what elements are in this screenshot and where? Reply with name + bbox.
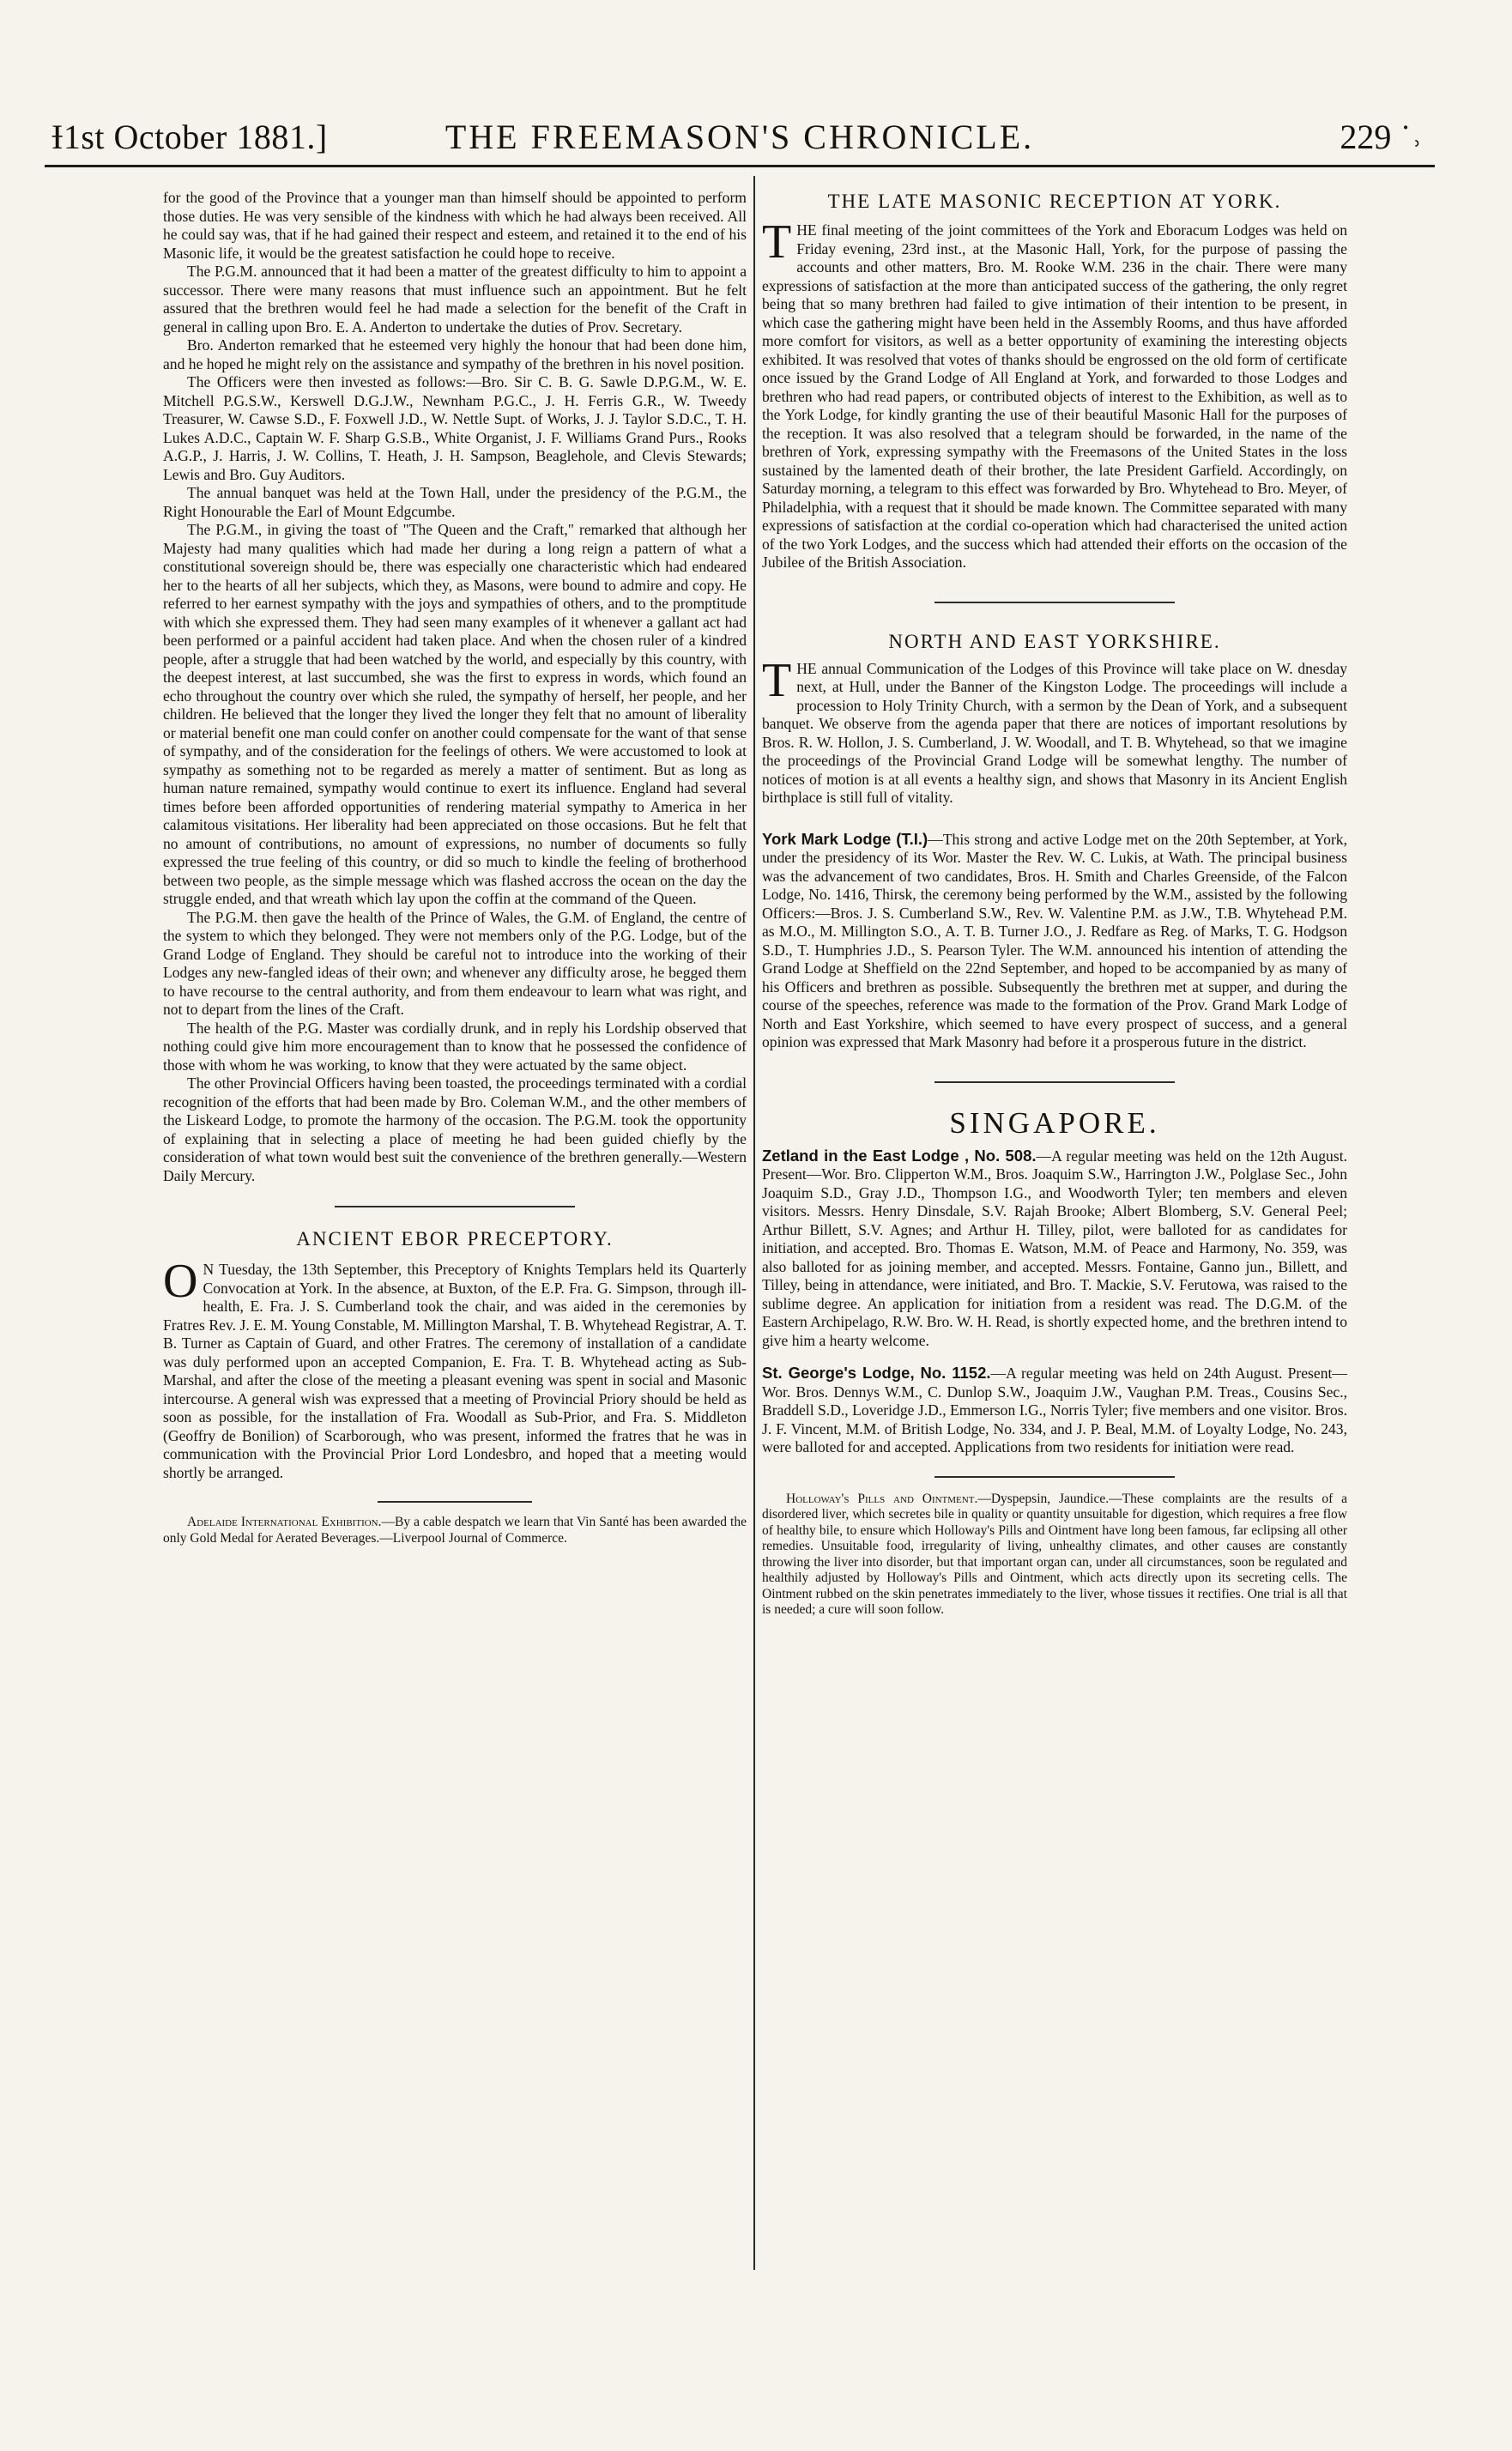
section-rule xyxy=(934,602,1175,603)
province-paragraph-9: The other Provincial Officers having been toasted, the proceedings terminated with a cordial recognition of the efforts that had been made by Bro. Coleman W.M., and the other members of the Liskeard Lodge, to promote the harmony of the occasion. The P.G.M. took the opportunity of explaining that in selecting a place of meeting he had been guided chiefly by the consideration of what town would best suit the convenience of the brethren generally.—Western Daily Mercury. xyxy=(163,1074,747,1184)
york-mark-lodge-report xyxy=(762,830,1347,1052)
province-paragraph-6: The P.G.M., in giving the toast of "The Queen and the Craft," remarked that although her Majesty had many qualities which had made her during a long reign a pattern of what a constitutional sovereign should be, there was especially one characteristic which had endeared her to the hearts of all her subjects, which they, as Masons, were bound to admire and copy. He referred to her earnest sympathy with the joys and sympathies of others, and to the promptitude with which she expressed them. They had seen many examples of it whenever a gallant act had been performed or a painful accident had taken place. And when the chosen ruler of a kindred people, after a struggle that had been watched by the world, and especially by this country, with the deepest interest, at last succumbed, she was the first to express in words, which found an echo throughout the country over which she ruled, the sympathy of herself, her people, and her children. He believed that the longer they lived the longer they felt that no amount of liberality or material benefit one man could confer on another could compensate for the want of that sense of sympathy, and of the consideration for the feelings of others. We were accustomed to look at sympathy as something not to be regarded as merely a matter of sentiment. But as long as human nature remained, sympathy would continue to exert its influence. England had several times before been afforded opportunities of rendering material sympathy to America in her calamitous visitations. Her liberality had been appreciated on those occasions. But he felt that no amount of contributions, no amount of expressions, no number of documents so fully expressed the true feeling of this country, or did so much to kindle the feeling of brotherhood between two people, as the simple message which was flashed accross the ocean on the day the struggle ended, and that wreath which lay upon the coffin at the command of the Queen. xyxy=(163,521,747,907)
column-divider xyxy=(753,176,755,2270)
section-rule xyxy=(934,1081,1175,1083)
province-paragraph-8: The health of the P.G. Master was cordially drunk, and in reply his Lordship observed that nothing could give him more encouragement than to know that he possessed the confidence of those with whom he was working, to know that they were actuated by the same object. xyxy=(163,1019,747,1074)
ebor-heading: ANCIENT EBOR PRECEPTORY. xyxy=(296,1228,614,1250)
zetland-lodge-report xyxy=(762,1147,1347,1351)
right-column xyxy=(762,189,1347,1619)
page-number: 229 ˙˒ xyxy=(1340,118,1423,156)
york-heading: THE LATE MASONIC RECEPTION AT YORK. xyxy=(827,191,1282,212)
adelaide-lead: Adelaide International Exhibition. xyxy=(187,1515,382,1529)
north-east-yorkshire-heading: NORTH AND EAST YORKSHIRE. xyxy=(888,630,1221,652)
singapore-heading: SINGAPORE. xyxy=(949,1105,1160,1140)
zetland-lodge-lead: Zetland in the East Lodge , No. 508. xyxy=(762,1146,1037,1165)
holloway-text: —Dyspepsin, Jaundice.—These complaints are the results of a disordered liver, which secretes bile in quality or quantity unsuitable for digestion, which requires a free flow of healthy bile, to ensure which Holloway's Pills and Ointment have long been famous, far eclipsing all other remedies. Unsuitable food, irregularity of living, unhealthy climates, and other causes are constantly throwing the liver into disorder, but that important organ can, under all circumstances, soon be regulated and healthily adjusted by Holloway's Pills and Ointment, which acts directly upon its secreting cells. The Ointment rubbed on the skin penetrates immediately to the liver, whose tissues it rectifies. One trial is all that is needed; a cure will soon follow. xyxy=(762,1491,1347,1617)
adelaide-text: —By a cable despatch we learn that Vin Santé has been awarded the only Gold Medal for Aerated Beverages.—Liverpool Journal of Commerce. xyxy=(163,1515,747,1546)
left-column xyxy=(163,189,747,1546)
ebor-text: ON Tuesday, the 13th September, this Preceptory of Knights Templars held its Quarterly Convocation at York. In the absence, at Buxton, of the E.P. Fra. G. Simpson, through ill-health, E. Fra. J. S. Cumberland took the chair, and was aided in the ceremonies by Fratres Rev. J. E. M. Young Constable, M. Millington Marshal, T. B. Whytehead Registrar, A. T. B. Turner as Captain of Guard, and other Fratres. The ceremony of installation of a candidate was duly performed upon an accepted Companion, E. Fra. T. B. Whytehead acting as Sub-Marshal, and after the close of the meeting a pleasant evening was spent in social and Masonic intercourse. A general wish was expressed that a meeting of Provincial Priory should be held as soon as possible, for the installation of Fra. Woodall as Sub-Prior, and Fra. S. Middleton (Geoffry de Bonilion) of Scarborough, who was present, informed the fratres that he was in communication with the Provincial Prior Lord Londesbro, and hoped that a meeting would shortly be arranged. xyxy=(163,1255,747,1481)
st-georges-lodge-text: —A regular meeting was held on 24th August. Present—Wor. Bros. Dennys W.M., C. Dunlop S.W., Joaquim J.W., Vaughan P.M. Treas., Cousins Sec., Braddell S.D., Loveridge J.D., Emmerson I.G., Norris Tyler; five members and one visitor. Bros. J. F. Vincent, M.M. of British Lodge, No. 334, and J. P. Beal, M.M. of Loyalty Lodge, No. 243, were balloted for and accepted. Applications from two residents for initiation were read. xyxy=(762,1365,1347,1455)
york-text: THE final meeting of the joint committees of the York and Eboracum Lodges was held on Friday evening, 23rd inst., at the Masonic Hall, York, for the purpose of passing the accounts and other matters, Bro. M. Rooke W.M. 236 in the chair. There were many expressions of satisfaction at the more than anticipated success of the gathering, the only regret being that so many brethren had failed to give intimation of their intention to be present, in which case the gathering might have been held in the Assembly Rooms, and thus have afforded more comfort for visitors, as well as a better opportunity of examining the interesting objects exhibited. It was resolved that votes of thanks should be engrossed on the old form of certificate once issued by the Grand Lodge of All England at York, and forwarded to those Lodges and brethren who had read papers, or contributed objects of interest to the Exhibition, as well as to the York Lodge, for kindly granting the use of their beautiful Masonic Hall for the purposes of the reception. It was also resolved that a telegram should be forwarded, in the name of the brethren of York, expressing sympathy with the Freemasons of the United States in the loss sustained by the lamented death of their brother, the late President Garfield. Accordingly, on Saturday morning, a telegram to this effect was forwarded by Bro. Whytehead to Bro. Meyer, of Philadelphia, with a request that it should be made known. The Committee separated with many expressions of satisfaction at the cordial co-operation which had characterised the united action of the two York Lodges, and the success which had attended their efforts on the occasion of the Jubilee of the British Association. xyxy=(762,215,1347,571)
masthead xyxy=(45,110,1435,167)
zetland-lodge-text: —A regular meeting was held on the 12th August. Present—Wor. Bro. Clipperton W.M., Bros. Joaquim S.W., Harrington J.W., Polglase Sec., John Joaquim S.D., Gray J.D., Thompson I.G., and Woodworth Tyler; ten members and eleven visitors. Messrs. Henry Dinsdale, S.V. Rajah Brooke; Albert Blomberg, S.V. General Peel; Arthur Billett, S.V. Agnes; and Arthur H. Tilley, pilot, were balloted for as candidates for initiation, and accepted. Bro. Thomas E. Watson, M.M. of Peace and Harmony, No. 359, was also balloted for as joining member, and accepted. Messrs. Fontaine, Ganno jun., Billett, and Tilley, being in attendance, were initiated, and Bro. T. Mackie, S.V. Ferutowa, was raised to the sublime degree. An application for initiation from a resident was read. The D.G.M. of the Eastern Archipelago, R.W. Bro. W. H. Read, is shortly expected home, and the brethren intend to give him a hearty welcome. xyxy=(762,1147,1347,1349)
province-paragraph-7: The P.G.M. then gave the health of the Prince of Wales, the G.M. of England, the centre of the system to which they belonged. They were not members only of the P.G. Lodge, but of the Grand Lodge of England. They should be careful not to introduce into the working of their Lodges any new-fangled ideas of their own; and whenever any difficulty arose, he begged them to have recourse to the central authority, and from them endeavour to learn what was right, and not to depart from the lines of the Craft. xyxy=(163,908,747,1018)
newspaper-title: THE FREEMASON'S CHRONICLE. xyxy=(445,118,1035,156)
province-paragraph-2: The P.G.M. announced that it had been a matter of the greatest difficulty to him to appoint a successor. There were many reasons that must influence such an appointment. But he felt assured that the brethren would feel he had made a selection for the benefit of the Craft in general in calling upon Bro. E. A. Anderton to undertake the duties of Prov. Secretary. xyxy=(163,263,747,336)
section-rule xyxy=(335,1206,575,1207)
province-paragraph-5: The annual banquet was held at the Town Hall, under the presidency of the P.G.M., the Right Honourable the Earl of Mount Edgcumbe. xyxy=(163,484,747,520)
york-mark-lodge-text: —This strong and active Lodge met on the 20th September, at York, under the presidency of its Wor. Master the Rev. W. C. Lukis, at Wath. The principal business was the advancement of two candidates, Bros. H. Smith and Charles Greenside, of the Falcon Lodge, No. 1416, Thirsk, the ceremony being performed by the W.M., assisted by the following Officers:—Bros. J. S. Cumberland S.W., Rev. W. Valentine P.M. as J.W., T.B. Whytehead P.M. as M.O., M. Millington S.O., A. T. B. Turner J.O., J. Redfare as Reg. of Marks, T. G. Hodgson S.D., T. Humphries J.D., S. Pearson Tyler. The W.M. announced his intention of attending the Grand Lodge at Sheffield on the 22nd September, and hoped to be accompanied by as many of his Officers and brethren as possible. Subsequently the brethren met at supper, and during the course of the speeches, reference was made to the formation of the Prov. Grand Mark Lodge of North and East Yorkshire, which seemed to have every prospect of success, and a general opinion was expressed that Mark Masonry had before it a prosperous future in the district. xyxy=(762,830,1347,1050)
adelaide-notice xyxy=(163,1515,747,1546)
province-paragraph-1: for the good of the Province that a younger man than himself should be appointed to perform those duties. He was very sensible of the kindness with which he had always been received. All he could say was, that if he had gained their respect and esteem, and retained it to the end of his Masonic life, it would be the greatest satisfaction he could hope to receive. xyxy=(163,189,747,262)
holloway-lead: Holloway's Pills and Ointment. xyxy=(786,1491,978,1506)
st-georges-lodge-report xyxy=(762,1364,1347,1457)
north-east-yorkshire-text: THE annual Communication of the Lodges of this Province will take place on W. dnesday next, at Hull, under the Banner of the Kingston Lodge. The proceedings will include a procession to Holy Trinity Church, with a sermon by the Dean of York, and a subsequent banquet. We observe from the agenda paper that there are notices of important resolutions by Bros. R. W. Hollon, J. S. Cumberland, J. W. Woodall, and T. B. Whytehead, so that we imagine the proceedings of the Provincial Grand Lodge will be somewhat lengthy. The number of notices of motion is at all events a healthy sign, and shows that Masonry in its Ancient English birthplace is still full of vitality. xyxy=(762,653,1347,806)
province-paragraph-3: Bro. Anderton remarked that he esteemed very highly the honour that had been done him, and he hoped he might rely on the assistance and sympathy of the brethren in his novel position. xyxy=(163,336,747,372)
province-paragraph-4: The Officers were then invested as follows:—Bro. Sir C. B. G. Sawle D.P.G.M., W. E. Mitchell P.G.S.W., Kerswell D.G.J.W., Newnham P.G.C., J. H. Ferris G.R., W. Tweedy Treasurer, W. Cawse S.D., F. Foxwell J.D., W. Nettle Supt. of Works, J. J. Taylor S.D.C., T. H. Lukes A.D.C., Captain W. F. Sharp G.S.B., White Organist, J. F. Williams Grand Purs., Rooks A.G.P., J. Harris, J. W. Collins, T. Heath, J. H. Sampson, Beaglehole, and Clevis Stewards; Lewis and Bro. Guy Auditors. xyxy=(163,373,747,483)
holloway-advert xyxy=(762,1492,1347,1619)
york-mark-lodge-lead: York Mark Lodge (T.I.) xyxy=(762,829,928,848)
st-georges-lodge-lead: St. George's Lodge, No. 1152. xyxy=(762,1364,991,1382)
section-rule xyxy=(378,1501,532,1503)
section-rule xyxy=(934,1476,1175,1478)
issue-date: Ɨ1st October 1881.] xyxy=(51,118,328,156)
